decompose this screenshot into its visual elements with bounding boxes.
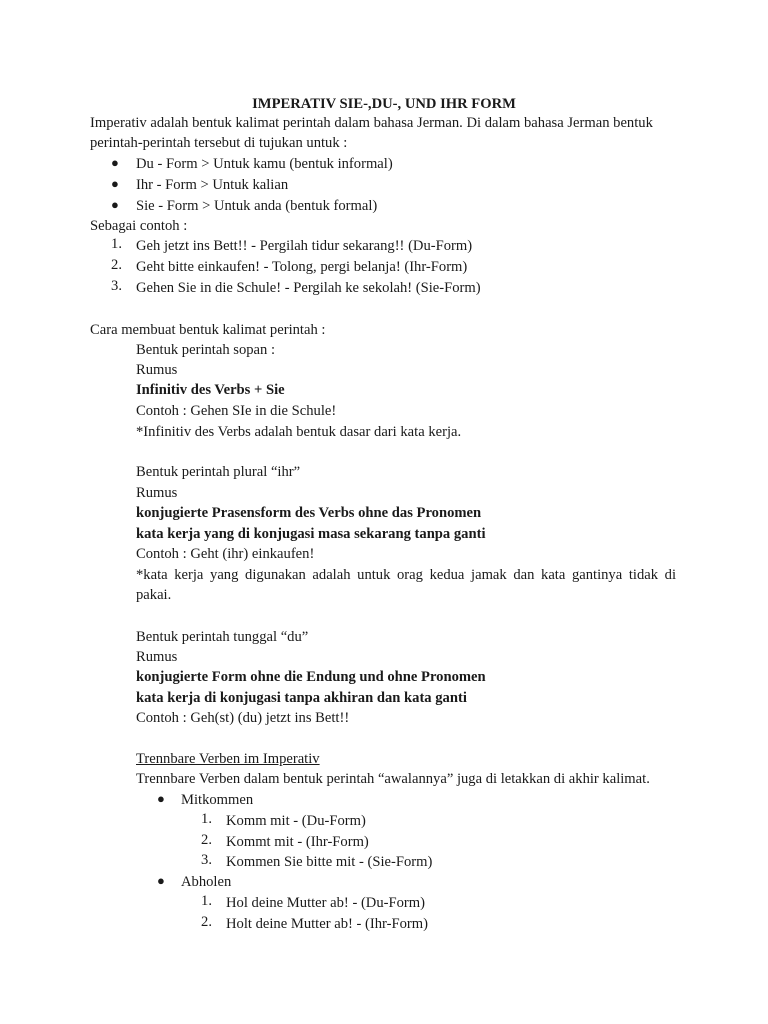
bullet-marker: ● [111, 197, 119, 212]
verb-form-item: Hol deine Mutter ab! - (Du-Form) [226, 895, 425, 911]
ihr-heading: Bentuk perintah plural “ihr” [136, 464, 301, 480]
list-number: 3. [111, 278, 122, 294]
sie-heading: Bentuk perintah sopan : [136, 342, 276, 358]
ihr-note-line-1: *kata kerja yang digunakan adalah untuk orag kedua jamak dan kata gantinya tidak di [136, 567, 676, 583]
how-label: Cara membuat bentuk kalimat perintah : [90, 322, 326, 338]
verb-form-item: Kommt mit - (Ihr-Form) [226, 834, 369, 850]
bullet-marker: ● [157, 791, 165, 806]
ihr-rumus: Rumus [136, 485, 178, 501]
ihr-formula-id: kata kerja yang di konjugasi masa sekarang tanpa ganti [136, 526, 486, 542]
intro-line-2: perintah-perintah tersebut di tujukan untuk : [90, 135, 348, 151]
sie-formula: Infinitiv des Verbs + Sie [136, 382, 285, 398]
list-number: 1. [201, 811, 212, 827]
bullet-marker: ● [111, 155, 119, 170]
example-item: Gehen Sie in die Schule! - Pergilah ke sekolah! (Sie-Form) [136, 280, 481, 296]
form-item: Sie - Form > Untuk anda (bentuk formal) [136, 198, 378, 214]
du-formula-de: konjugierte Form ohne die Endung und ohne Pronomen [136, 669, 486, 685]
trennbar-heading: Trennbare Verben im Imperativ [136, 751, 320, 767]
examples-label: Sebagai contoh : [90, 218, 188, 234]
ihr-formula-de: konjugierte Prasensform des Verbs ohne das Pronomen [136, 505, 482, 521]
list-number: 2. [111, 257, 122, 273]
du-formula-id: kata kerja di konjugasi tanpa akhiran dan kata ganti [136, 690, 467, 706]
trennbar-description: Trennbare Verben dalam bentuk perintah “awalannya” juga di letakkan di akhir kalimat. [136, 771, 650, 787]
example-item: Geh jetzt ins Bett!! - Pergilah tidur sekarang!! (Du-Form) [136, 238, 473, 254]
list-number: 2. [201, 832, 212, 848]
sie-note: *Infinitiv des Verbs adalah bentuk dasar dari kata kerja. [136, 424, 462, 440]
verb-heading: Abholen [181, 874, 232, 890]
example-item: Geht bitte einkaufen! - Tolong, pergi belanja! (Ihr-Form) [136, 259, 468, 275]
form-item: Ihr - Form > Untuk kalian [136, 177, 289, 193]
list-number: 2. [201, 914, 212, 930]
document-title: IMPERATIV SIE-,DU-, UND IHR FORM [252, 96, 516, 112]
sie-example: Contoh : Gehen SIe in die Schule! [136, 403, 337, 419]
du-rumus: Rumus [136, 649, 178, 665]
verb-form-item: Kommen Sie bitte mit - (Sie-Form) [226, 854, 433, 870]
intro-line-1: Imperativ adalah bentuk kalimat perintah dalam bahasa Jerman. Di dalam bahasa Jerman bentuk [90, 115, 653, 131]
form-item: Du - Form > Untuk kamu (bentuk informal) [136, 156, 393, 172]
list-number: 1. [111, 236, 122, 252]
du-heading: Bentuk perintah tunggal “du” [136, 629, 309, 645]
verb-form-item: Komm mit - (Du-Form) [226, 813, 366, 829]
ihr-example: Contoh : Geht (ihr) einkaufen! [136, 546, 315, 562]
du-example: Contoh : Geh(st) (du) jetzt ins Bett!! [136, 710, 350, 726]
list-number: 3. [201, 852, 212, 868]
ihr-note-line-2: pakai. [136, 587, 172, 603]
bullet-marker: ● [157, 873, 165, 888]
sie-rumus: Rumus [136, 362, 178, 378]
list-number: 1. [201, 893, 212, 909]
verb-heading: Mitkommen [181, 792, 254, 808]
bullet-marker: ● [111, 176, 119, 191]
verb-form-item: Holt deine Mutter ab! - (Ihr-Form) [226, 916, 428, 932]
